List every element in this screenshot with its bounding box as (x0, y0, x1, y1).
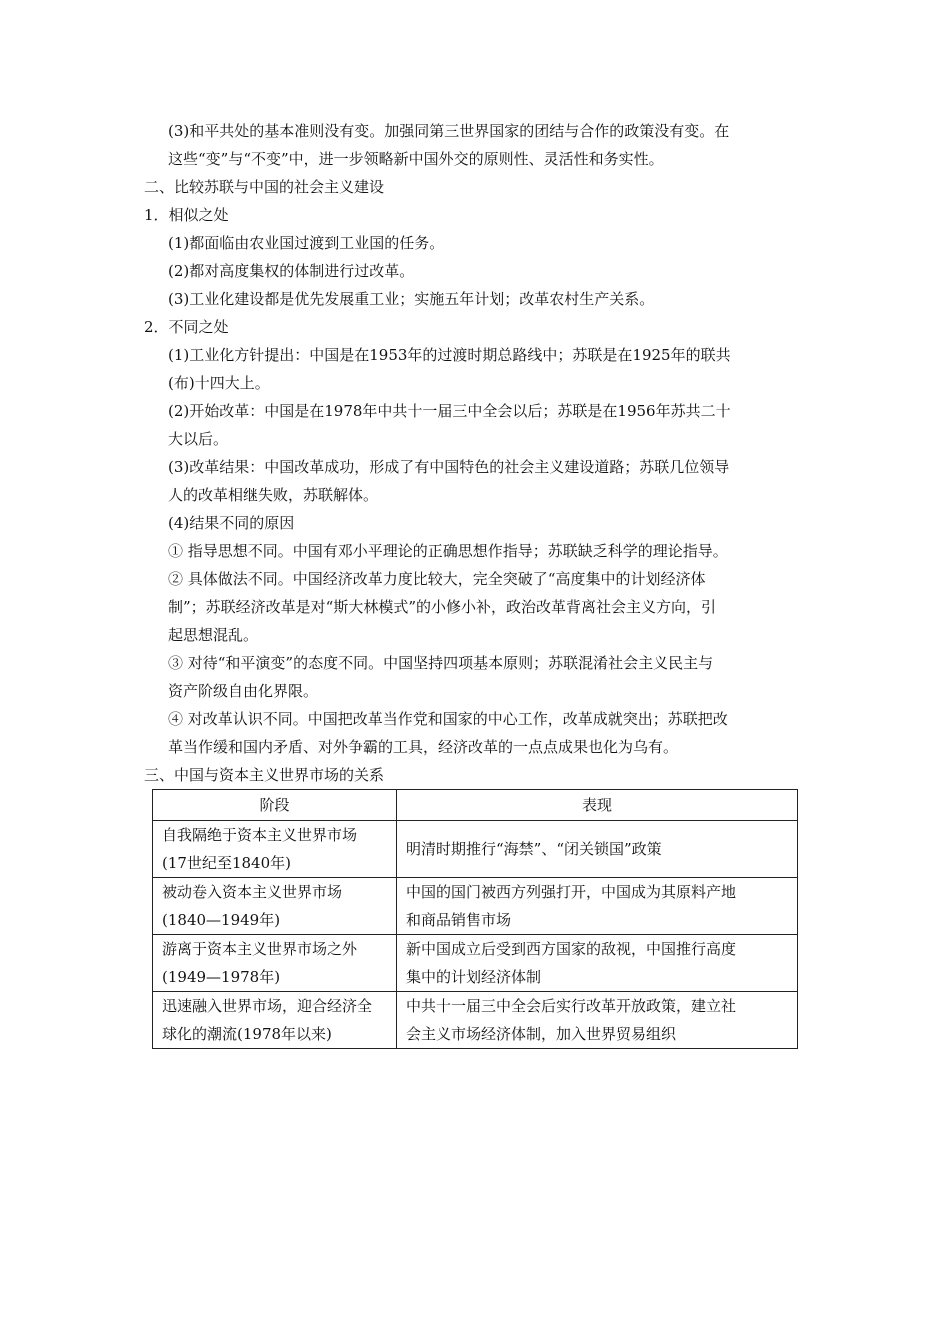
paragraph-line: (布)十四大上。 (168, 374, 270, 392)
table-header-stage: 阶段 (153, 790, 397, 821)
table-row (153, 821, 798, 878)
table-cell-description (397, 992, 798, 1049)
paragraph-line: ③ 对待“和平演变”的态度不同。中国坚持四项基本原则；苏联混淆社会主义民主与 (168, 654, 714, 672)
table-row (153, 878, 798, 935)
cell-text: 中共十一届三中全会后实行改革开放政策，建立社 (406, 997, 737, 1015)
table-cell-stage (153, 878, 397, 935)
cell-text: 自我隔绝于资本主义世界市场 (162, 826, 358, 844)
paragraph-line: 起思想混乱。 (168, 626, 259, 644)
subsection-heading: 2．不同之处 (144, 318, 229, 336)
cell-text: (1949—1978年) (162, 968, 281, 986)
section-heading: 二、比较苏联与中国的社会主义建设 (144, 178, 385, 196)
paragraph-line: 革当作缓和国内矛盾、对外争霸的工具，经济改革的一点点成果也化为乌有。 (168, 738, 679, 756)
paragraph-line: 人的改革相继失败，苏联解体。 (168, 486, 379, 504)
paragraph-line: ① 指导思想不同。中国有邓小平理论的正确思想作指导；苏联缺乏科学的理论指导。 (168, 542, 728, 560)
paragraph-line: (2)都对高度集权的体制进行过改革。 (168, 262, 415, 280)
table-cell-description (397, 878, 798, 935)
cell-text: (17世纪至1840年) (162, 854, 291, 872)
paragraph-line: (2)开始改革：中国是在1978年中共十一届三中全会以后；苏联是在1956年苏共二十 (168, 402, 731, 420)
table-cell-stage (153, 992, 397, 1049)
cell-text: 和商品销售市场 (406, 911, 512, 929)
cell-text: 迅速融入世界市场，迎合经济全 (162, 997, 373, 1015)
cell-text: 中国的国门被西方列强打开，中国成为其原料产地 (406, 883, 737, 901)
paragraph-line: 大以后。 (168, 430, 229, 448)
table-cell-description (397, 821, 798, 878)
cell-text: 新中国成立后受到西方国家的敌视，中国推行高度 (406, 940, 737, 958)
cell-text: 集中的计划经济体制 (406, 968, 542, 986)
paragraph-line: 制”；苏联经济改革是对“斯大林模式”的小修小补，政治改革背离社会主义方向，引 (168, 598, 717, 616)
table-header-row (153, 790, 798, 821)
paragraph-line: (3)和平共处的基本准则没有变。加强同第三世界国家的团结与合作的政策没有变。在 (168, 122, 730, 140)
table-cell-description (397, 935, 798, 992)
table-row (153, 992, 798, 1049)
section-heading: 三、中国与资本主义世界市场的关系 (144, 766, 385, 784)
table-cell-stage (153, 935, 397, 992)
paragraph-line: (1)工业化方针提出：中国是在1953年的过渡时期总路线中；苏联是在1925年的联共 (168, 346, 731, 364)
paragraph-line: (4)结果不同的原因 (168, 514, 295, 532)
cell-text: 被动卷入资本主义世界市场 (162, 883, 343, 901)
subsection-heading: 1．相似之处 (144, 206, 229, 224)
paragraph-line: 资产阶级自由化界限。 (168, 682, 319, 700)
cell-text: 明清时期推行“海禁”、“闭关锁国”政策 (406, 840, 662, 858)
paragraph-line: (3)改革结果：中国改革成功，形成了有中国特色的社会主义建设道路；苏联几位领导 (168, 458, 730, 476)
paragraph-line: ④ 对改革认识不同。中国把改革当作党和国家的中心工作，改革成就突出；苏联把改 (168, 710, 728, 728)
table-cell-stage (153, 821, 397, 878)
paragraph-line: (1)都面临由农业国过渡到工业国的任务。 (168, 234, 445, 252)
cell-text: 球化的潮流(1978年以来) (162, 1025, 332, 1043)
cell-text: 会主义市场经济体制，加入世界贸易组织 (406, 1025, 677, 1043)
market-relation-table (152, 789, 798, 1049)
paragraph-line: (3)工业化建设都是优先发展重工业；实施五年计划；改革农村生产关系。 (168, 290, 655, 308)
paragraph-line: 这些“变”与“不变”中，进一步领略新中国外交的原则性、灵活性和务实性。 (168, 150, 664, 168)
table-row (153, 935, 798, 992)
cell-text: (1840—1949年) (162, 911, 281, 929)
paragraph-line: ② 具体做法不同。中国经济改革力度比较大，完全突破了“高度集中的计划经济体 (168, 570, 706, 588)
cell-text: 游离于资本主义世界市场之外 (162, 940, 358, 958)
table-header-description: 表现 (397, 790, 798, 821)
